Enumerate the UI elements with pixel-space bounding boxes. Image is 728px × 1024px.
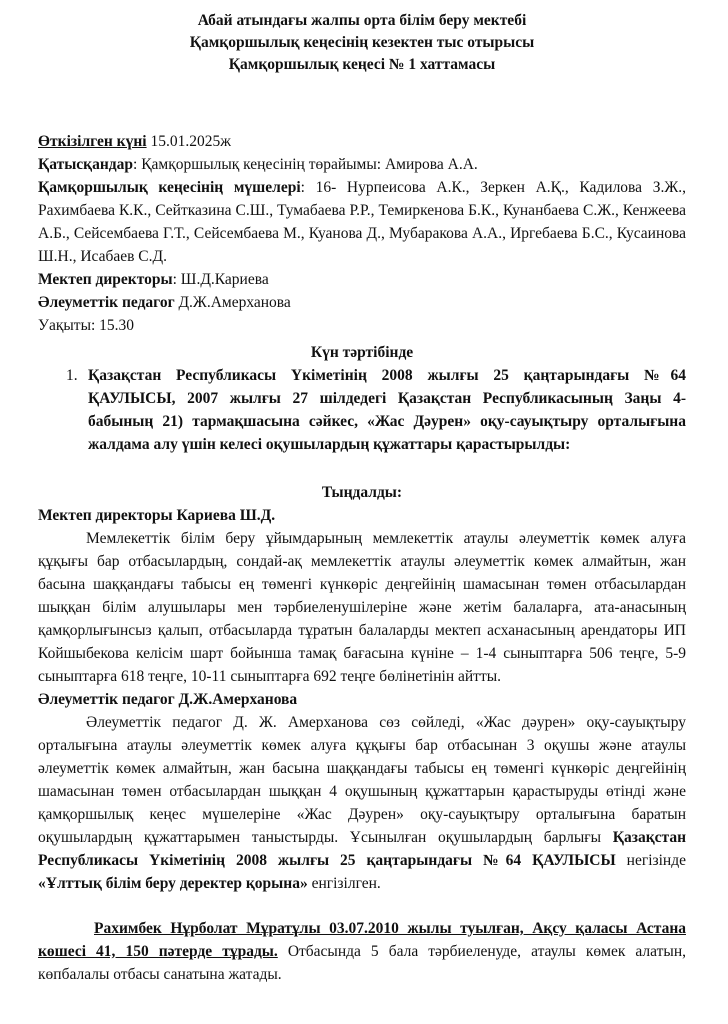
members-line	[38, 176, 686, 268]
date-label: Өткізілген күні	[38, 133, 147, 150]
social-pedagogue-value: Д.Ж.Амерханова	[174, 294, 291, 311]
director-label: Мектеп директоры	[38, 271, 173, 288]
school-name: Абай атындағы жалпы орта білім беру мектебі	[197, 12, 527, 29]
agenda-item	[38, 364, 686, 456]
meeting-details	[38, 130, 686, 337]
student-details: Рахимбек Нұрболат Мұратұлы 03.07.2010 жылы туылған, Ақсу қаласы Астана көшесі 41, 150 пәтерде тұрады.	[38, 920, 686, 960]
participants-label: Қатысқандар	[38, 156, 134, 173]
speech-mid: негізінде	[615, 852, 686, 869]
participants-value: : Қамқоршылық кеңесінің төрайымы: Амирова А.А.	[133, 156, 478, 173]
speech-text: Әлеуметтік педагог Д. Ж. Амерханова сөз сөйледі, «Жас дәурен» оқу-сауықтыру орталығына атаулы әлеуметтік көмек алуға құқығы бар отбасынан 3 оқушы және атаулы әлеуметтік көмек алмайтын, жан басына шаққандағы табысы ең төменгі күнкөріс деңгейінің шамасынан төмен отбасылардан шыққан 4 оқушының құжаттарын қарастыруды өтінді және қамқоршылық кеңес мүшелеріне «Жас Дәурен» оқу-сауықтыру орталығына баратын оқушылардың құжаттарымен таныстырды. Ұсынылған оқушылардың барлығы	[38, 714, 686, 846]
social-pedagogue-speech	[38, 711, 686, 895]
heard-title: Тыңдалды:	[321, 484, 403, 501]
members-label: Қамқоршылық кеңесінің мүшелері	[38, 179, 301, 196]
speaker-social-pedagogue: Әлеуметтік педагог Д.Ж.Амерханова	[38, 691, 298, 708]
speaker-director: Мектеп директоры Кариева Ш.Д.	[38, 507, 276, 524]
speech-decree-ref: Қазақстан Республикасы Үкіметінің 2008 жылғы 25 қаңтарындағы №64 ҚАУЛЫСЫ	[38, 829, 686, 869]
director-line	[38, 268, 686, 291]
speech-database-ref: «Ұлттық білім беру деректер қорына»	[38, 875, 308, 892]
date-line	[38, 130, 686, 153]
agenda-item-text: Қазақстан Республикасы Үкіметінің 2008 жылғы 25 қаңтарындағы №64 ҚАУЛЫСЫ, 2007 жылғы 27 шілдедегі Қазақстан Республикасының Заңы 4-бабының 21) тармақшасына сәйкес, «Жас Дәурен» оқу-сауықтыру орталығына жалдама алу үшін келесі оқушылардың құжаттары қарастырылды:	[88, 367, 686, 453]
participants-line	[38, 153, 686, 176]
meeting-title: Қамқоршылық кеңесінің кезектен тыс отырысы	[189, 34, 535, 51]
time-line: Уақыты: 15.30	[38, 317, 135, 334]
director-speech: Мемлекеттік білім беру ұйымдарының мемлекеттік атаулы әлеуметтік көмек алуға құқығы бар отбасылардың, сондай-ақ мемлекеттік атаулы әлеуметтік көмек алмайтын, жан басына шаққандағы табысы ең төменгі күнкөріс деңгейінің шамасынан төмен отбасылардан шыққан білім алушылары мен тәрбиеленушілеріне және жетім балаларға, ата-анасының қамқорлығынсыз қалып, отбасыларда тұратын балаларды мектеп асханасының арендаторы ИП Койшыбекова келісім шарт бойынша тамақ бағасына күніне – 1-4 сыныптарға 506 теңге, 5-9 сыныптарға 618 теңге, 10-11 сыныптарға 692 теңге бөлінетінін айтты.	[38, 530, 686, 685]
director-value: : Ш.Д.Кариева	[172, 271, 269, 288]
student-record	[38, 917, 686, 986]
protocol-title: Қамқоршылық кеңесі № 1 хаттамасы	[228, 56, 496, 73]
agenda-title: Күн тәртібінде	[310, 344, 414, 361]
date-value: 15.01.2025ж	[146, 133, 231, 150]
members-value: : 16- Нурпеисова А.К., Зеркен А.Қ., Кадилова З.Ж., Рахимбаева К.К., Сейтказина С.Ш., Тумабаева Р.Р., Темиркенова Б.К., Кунанбаева С.Ж., Кенжеева А.Б., Сейсембаева Г.Т., Сейсембаева М., Куанова Д., Мубаракова А.А., Иргебаева Б.С., Кусаинова Ш.Н., Исабаев С.Д.	[38, 179, 686, 265]
social-pedagogue-label: Әлеуметтік педагог	[38, 294, 175, 311]
student-family-info: Отбасында 5 бала тәрбиеленуде, атаулы көмек алатын, көпбалалы отбасы санатына жатады.	[38, 943, 687, 983]
document-header	[38, 10, 686, 76]
social-pedagogue-line	[38, 291, 686, 314]
agenda-item-number: 1.	[66, 367, 78, 384]
speech-end: енгізілген.	[307, 875, 381, 892]
